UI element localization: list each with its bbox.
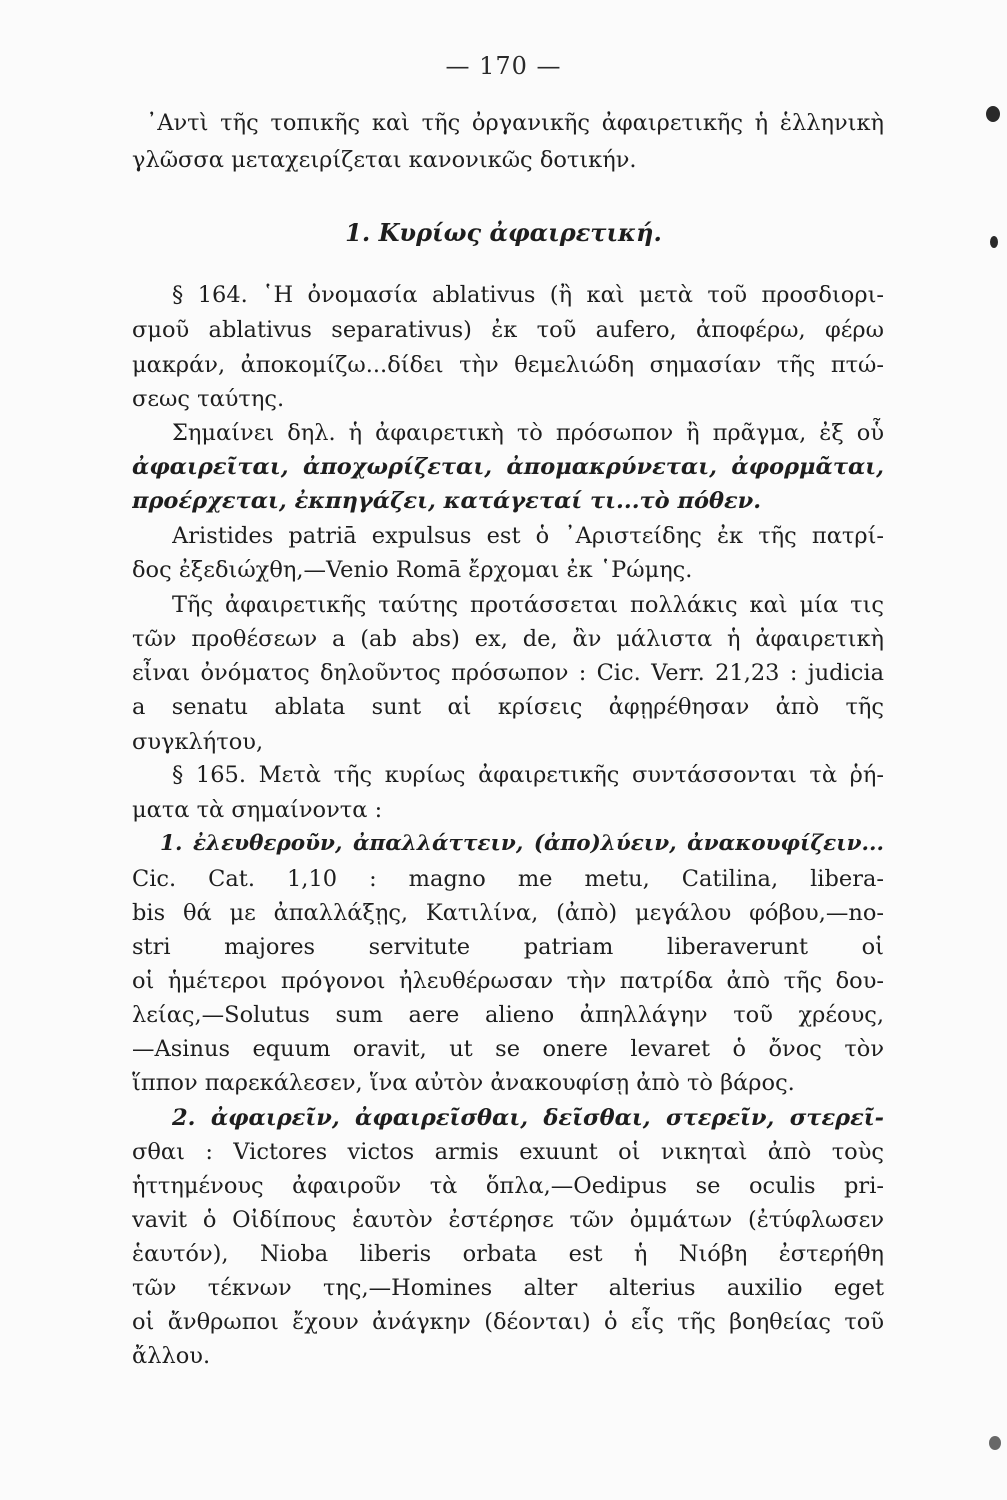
text-line: τῶν προθέσεων a (ab abs) ex, de, ἂν μάλιστα ἡ ἀφαιρετικὴ <box>132 626 884 652</box>
text-line: a senatu ablata sunt αἱ κρίσεις ἀφῃρέθησαν ἀπὸ τῆς <box>132 694 884 720</box>
text-line: 1. ἐλευθεροῦν, ἀπαλλάττειν, (ἀπο)λύειν, ἀνακουφίζειν... <box>160 831 884 856</box>
text-line: Aristides patriā expulsus est ὁ ᾿Αριστείδης ἐκ τῆς πατρί- <box>172 523 884 549</box>
text-line: ματα τὰ σημαίνοντα : <box>132 797 383 823</box>
text-line: ἑαυτόν), Nioba liberis orbata est ἡ Νιόβη ἐστερήθη <box>132 1241 884 1267</box>
text-line: 2. ἀφαιρεῖν, ἀφαιρεῖσθαι, δεῖσθαι, στερεῖν, στερεῖ- <box>172 1105 884 1131</box>
text-line: σθαι : Victores victos armis exuunt οἱ νικηταὶ ἀπὸ τοὺς <box>132 1139 884 1165</box>
text-line: Τῆς ἀφαιρετικῆς ταύτης προτάσσεται πολλάκις καὶ μία τις <box>172 592 884 618</box>
text-line: § 165. Μετὰ τῆς κυρίως ἀφαιρετικῆς συντάσσονται τὰ ῥή- <box>172 762 884 788</box>
text-line: ἄλλου. <box>132 1343 211 1369</box>
section-heading: 1. Κυρίως ἀφαιρετική. <box>345 218 662 247</box>
text-line: συγκλήτου, <box>132 729 264 755</box>
text-line: vavit ὁ Οἰδίπους ἑαυτὸν ἐστέρησε τῶν ὀμμάτων (ἐτύφλωσεν <box>132 1207 884 1233</box>
scan-speck <box>990 236 998 248</box>
text-line: οἱ ἄνθρωποι ἔχουν ἀνάγκην (δέονται) ὁ εἷς τῆς βοηθείας τοῦ <box>132 1309 884 1335</box>
text-line: § 164. ῾Η ὀνομασία ablativus (ἢ καὶ μετὰ τοῦ προσδιορι- <box>172 282 884 308</box>
scan-speck <box>986 106 1000 122</box>
text-line: stri majores servitute patriam liberaverunt οἱ <box>132 934 884 960</box>
text-line: Cic. Cat. 1,10 : magno me metu, Catilina, libera- <box>132 866 884 892</box>
page-number: — 170 — <box>445 52 562 80</box>
text-line: —Asinus equum oravit, ut se onere levaret ὁ ὄνος τὸν <box>132 1036 884 1062</box>
text-line: ᾿Αντὶ τῆς τοπικῆς καὶ τῆς ὀργανικῆς ἀφαιρετικῆς ἡ ἑλληνικὴ <box>146 110 884 136</box>
scan-speck <box>989 1436 1001 1450</box>
text-line: δος ἐξεδιώχθη,—Venio Romā ἔρχομαι ἐκ ῾Ρώμης. <box>132 557 693 583</box>
text-line: μακράν, ἀποκομίζω...δίδει τὴν θεμελιώδη σημασίαν τῆς πτώ- <box>132 352 884 378</box>
text-line: εἶναι ὀνόματος δηλοῦντος πρόσωπον : Cic. Verr. 21,23 : judicia <box>132 660 884 686</box>
text-line: γλῶσσα μεταχειρίζεται κανονικῶς δοτικήν. <box>132 147 637 173</box>
text-line: ἵππον παρεκάλεσεν, ἵνα αὐτὸν ἀνακουφίσῃ ἀπὸ τὸ βάρος. <box>132 1070 795 1096</box>
text-line: ἡττημένους ἀφαιροῦν τὰ ὅπλα,—Oedipus se oculis pri- <box>132 1173 884 1199</box>
text-line: τῶν τέκνων της,—Homines alter alterius auxilio eget <box>132 1275 884 1301</box>
text-line: λείας,—Solutus sum aere alieno ἀπηλλάγην τοῦ χρέους, <box>132 1002 884 1028</box>
text-line: Σημαίνει δηλ. ἡ ἀφαιρετικὴ τὸ πρόσωπον ἢ πρᾶγμα, ἐξ οὗ <box>172 420 884 446</box>
text-line: οἱ ἡμέτεροι πρόγονοι ἠλευθέρωσαν τὴν πατρίδα ἀπὸ τῆς δου- <box>132 968 884 994</box>
text-line: σμοῦ ablativus separativus) ἐκ τοῦ aufero, ἀποφέρω, φέρω <box>132 317 884 343</box>
text-line: ἀφαιρεῖται, ἀποχωρίζεται, ἀπομακρύνεται, ἀφορμᾶται, <box>132 454 884 480</box>
text-line: bis θά με ἀπαλλάξῃς, Κατιλίνα, (ἀπὸ) μεγάλου φόβου,—no- <box>132 900 884 926</box>
text-line: σεως ταύτης. <box>132 386 285 412</box>
text-line: προέρχεται, ἐκπηγάζει, κατάγεταί τι...τὸ πόθεν. <box>132 488 762 514</box>
